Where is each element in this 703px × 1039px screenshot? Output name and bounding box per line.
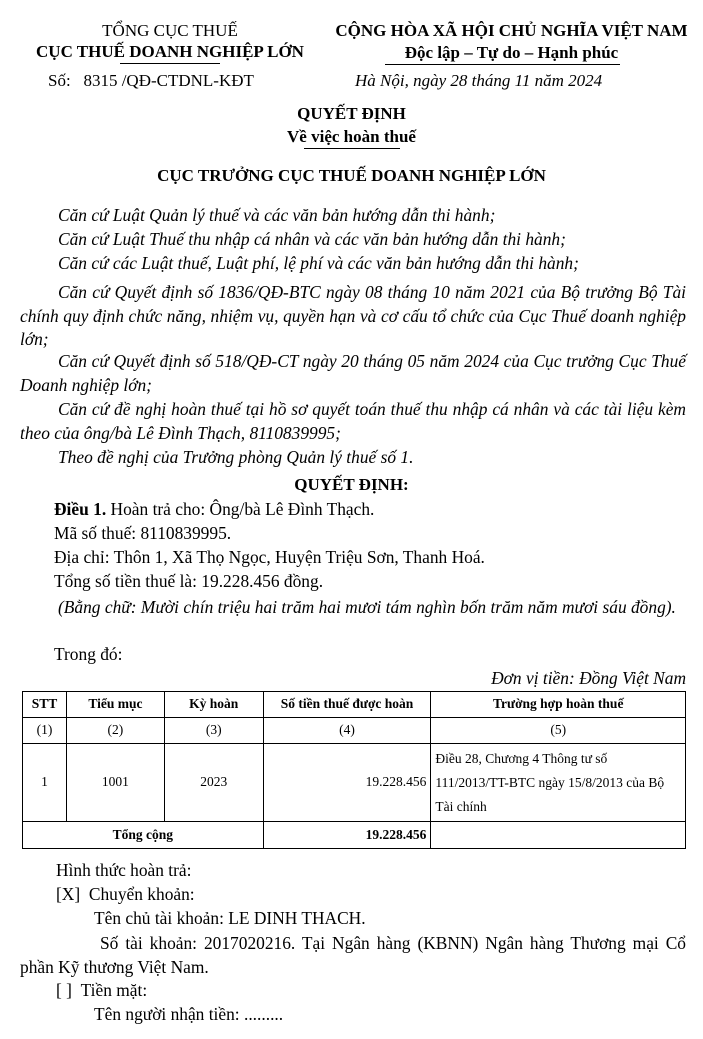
col-number: (1) <box>23 718 67 744</box>
number-prefix: Số: <box>48 71 71 90</box>
basis-7: Theo đề nghị của Trưởng phòng Quản lý thuế số 1. <box>58 447 414 467</box>
account-holder: Tên chủ tài khoản: LE DINH THACH. <box>94 908 366 928</box>
amount-in-words: (Bằng chữ: Mười chín triệu hai trăm hai mươi tám nghìn bốn trăm năm mươi sáu đồng). <box>58 597 676 617</box>
total-amount: Tổng số tiền thuế là: 19.228.456 đồng. <box>54 571 324 591</box>
article-1-label: Điều 1. <box>54 499 107 519</box>
doc-number: 8315 <box>83 71 118 90</box>
address: Địa chỉ: Thôn 1, Xã Thọ Ngọc, Huyện Triệu Sơn, Thanh Hoá. <box>54 547 485 567</box>
number-suffix: /QĐ-CTDNL-KĐT <box>121 71 254 90</box>
refund-table <box>22 691 686 849</box>
table-row <box>23 744 686 822</box>
col-header-case: Trường hợp hoàn thuế <box>431 692 686 718</box>
basis-1: Căn cứ Luật Quản lý thuế và các văn bản hướng dẫn thi hành; <box>58 205 496 225</box>
cash-label: Tiền mặt: <box>80 980 148 1000</box>
col-header-sub-item: Tiểu mục <box>66 692 164 718</box>
basis-2: Căn cứ Luật Thuế thu nhập cá nhân và các văn bản hướng dẫn thi hành; <box>58 229 566 249</box>
basis-3: Căn cứ các Luật thuế, Luật phí, lệ phí và các văn bản hướng dẫn thi hành; <box>58 253 579 273</box>
table-total-row <box>23 822 686 849</box>
of-which: Trong đó: <box>54 644 123 664</box>
tax-code: Mã số thuế: 8110839995. <box>54 523 232 543</box>
col-number: (5) <box>431 718 686 744</box>
cell-sub-item: 1001 <box>66 744 164 822</box>
country-name: CỘNG HÒA XÃ HỘI CHỦ NGHĨA VIỆT NAM <box>335 21 688 40</box>
col-number: (3) <box>164 718 263 744</box>
basis-4: Căn cứ Quyết định số 1836/QĐ-BTC ngày 08 tháng 10 năm 2021 của Bộ trưởng Bộ Tài chính quy định chức năng, nhiệm vụ, quyền hạn và cơ cấu tổ chức của Cục Thuế doanh nghiệp lớn; <box>20 282 686 349</box>
recipient-name: Tên người nhận tiền: ......... <box>94 1004 284 1024</box>
motto: Độc lập – Tự do – Hạnh phúc <box>404 43 619 62</box>
subject-underline <box>304 148 400 149</box>
account-number: Số tài khoản: 2017020216. Tại Ngân hàng (KBNN) Ngân hàng Thương mại Cổ phần Kỹ thương Việt Nam. <box>20 933 686 977</box>
refund-method-label: Hình thức hoàn trả: <box>56 860 192 880</box>
col-number: (4) <box>263 718 431 744</box>
cell-amount: 19.228.456 <box>263 744 431 822</box>
transfer-checkbox: [X] <box>56 884 81 904</box>
article-1 <box>54 499 374 521</box>
doc-subject: Về việc hoàn thuế <box>287 127 416 146</box>
decision-heading: QUYẾT ĐỊNH: <box>294 475 409 494</box>
authority: CỤC TRƯỞNG CỤC THUẾ DOANH NGHIỆP LỚN <box>157 166 546 185</box>
basis-5: Căn cứ Quyết định số 518/QĐ-CT ngày 20 tháng 05 năm 2024 của Cục trưởng Cục Thuế Doanh nghiệp lớn; <box>20 351 686 395</box>
cell-stt: 1 <box>23 744 67 822</box>
article-1-text: Hoàn trả cho: Ông/bà Lê Đình Thạch. <box>110 499 375 519</box>
total-cell-empty <box>431 822 686 849</box>
col-header-stt: STT <box>23 692 67 718</box>
table-header-row <box>23 692 686 718</box>
agency-underline <box>120 63 220 64</box>
col-header-amount: Số tiền thuế được hoàn <box>263 692 431 718</box>
basis-6: Căn cứ đề nghị hoàn thuế tại hồ sơ quyết toán thuế thu nhập cá nhân và các tài liệu kèm theo của ông/bà Lê Đình Thạch, 8110839995; <box>20 399 686 443</box>
cash-checkbox: [ ] <box>56 980 72 1000</box>
column-number-row <box>23 718 686 744</box>
place-date: Hà Nội, ngày 28 tháng 11 năm 2024 <box>355 71 603 90</box>
doc-type: QUYẾT ĐỊNH <box>297 104 406 123</box>
cell-case: Điều 28, Chương 4 Thông tư số 111/2013/TT-BTC ngày 15/8/2013 của Bộ Tài chính <box>431 744 686 822</box>
agency-name: CỤC THUẾ DOANH NGHIỆP LỚN <box>36 42 304 61</box>
cash-option <box>56 980 147 1002</box>
transfer-label: Chuyển khoản: <box>88 884 195 904</box>
transfer-option <box>56 884 195 906</box>
currency-unit: Đơn vị tiền: Đồng Việt Nam <box>491 668 686 688</box>
doc-number-line <box>48 70 254 91</box>
total-cell-amount: 19.228.456 <box>263 822 431 849</box>
col-header-period: Kỳ hoàn <box>164 692 263 718</box>
col-number: (2) <box>66 718 164 744</box>
agency-parent: TỔNG CỤC THUẾ <box>102 21 238 40</box>
cell-period: 2023 <box>164 744 263 822</box>
total-label: Tổng cộng <box>23 822 264 849</box>
motto-underline <box>385 64 620 65</box>
